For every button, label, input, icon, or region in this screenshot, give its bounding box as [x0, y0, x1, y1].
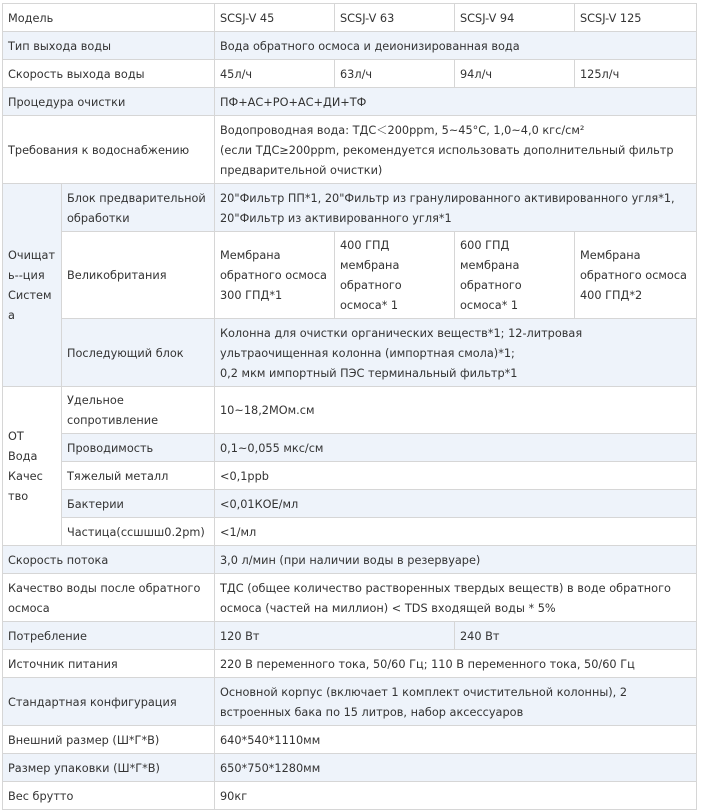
row-value: 3,0 л/мин (при наличии воды в резервуаре) — [215, 546, 697, 574]
post-line-1: Колонна для очистки органических веществ*1; 12-литровая ультраочищенная колонна (импортная смола)*1; — [220, 326, 583, 360]
row-value: <0,1ppb — [215, 462, 697, 490]
row-label: Источник питания — [3, 650, 215, 678]
model-cell: SCSJ-V 94 — [455, 4, 575, 32]
membrane-cell: Мембрана обратного осмоса 400 ГПД*2 — [575, 232, 697, 319]
table-row — [3, 60, 697, 88]
row-value: Основной корпус (включает 1 комплект очистительной колонны), 2 встроенных бака по 15 литров, набор аксессуаров — [215, 678, 697, 726]
table-row — [3, 434, 697, 462]
membrane-cell: 600 ГПД мембрана обратного осмоса* 1 — [455, 232, 575, 319]
table-row — [3, 546, 697, 574]
row-label: Тяжелый металл — [62, 462, 215, 490]
row-value: 0,1~0,055 мкс/см — [215, 434, 697, 462]
row-value: ПФ+АС+РО+АС+ДИ+ТФ — [215, 88, 697, 116]
table-row — [3, 490, 697, 518]
table-row — [3, 184, 697, 232]
row-value: 10~18,2МОм.см — [215, 387, 697, 434]
row-value: 90кг — [215, 782, 697, 810]
post-line-2: 0,2 мкм импортный ПЭС терминальный фильтр*1 — [220, 366, 518, 380]
speed-cell: 94л/ч — [455, 60, 575, 88]
row-value: ТДС (общее количество растворенных твердых веществ) в воде обратного осмоса (частей на миллион) < TDS входящей воды * 5% — [215, 574, 697, 622]
consumption-cell: 240 Вт — [455, 622, 697, 650]
row-label: Последующий блок — [62, 319, 215, 387]
speed-cell: 63л/ч — [335, 60, 455, 88]
row-value: 20"Фильтр ПП*1, 20"Фильтр из гранулированного активированного угля*1, 20"Фильтр из активированного угля*1 — [215, 184, 697, 232]
section-label-system: Очищать--ция Система — [3, 184, 62, 387]
row-label: Скорость потока — [3, 546, 215, 574]
row-value: 220 В переменного тока, 50/60 Гц; 110 В переменного тока, 50/60 Гц — [215, 650, 697, 678]
table-row — [3, 574, 697, 622]
spec-table — [2, 3, 697, 810]
speed-cell: 125л/ч — [575, 60, 697, 88]
table-row — [3, 387, 697, 434]
row-value: <0,01КОЕ/мл — [215, 490, 697, 518]
table-row — [3, 622, 697, 650]
section-label-quality: ОТ Вода Качество — [3, 387, 62, 546]
row-value — [215, 116, 697, 184]
table-row — [3, 32, 697, 60]
row-label: Тип выхода воды — [3, 32, 215, 60]
supply-line-2: (если ТДС≥200ppm, рекомендуется использовать дополнительный фильтр предварительной очистки) — [220, 143, 674, 177]
row-label: Модель — [3, 4, 215, 32]
table-row — [3, 319, 697, 387]
table-row — [3, 116, 697, 184]
consumption-cell: 120 Вт — [215, 622, 455, 650]
row-label: Удельное сопротивление — [62, 387, 215, 434]
model-cell: SCSJ-V 63 — [335, 4, 455, 32]
row-label: Проводимость — [62, 434, 215, 462]
row-value: <1/мл — [215, 518, 697, 546]
row-label: Вес брутто — [3, 782, 215, 810]
model-cell: SCSJ-V 125 — [575, 4, 697, 32]
row-label: Процедура очистки — [3, 88, 215, 116]
row-value — [215, 319, 697, 387]
row-label: Требования к водоснабжению — [3, 116, 215, 184]
row-value: Вода обратного осмоса и деионизированная вода — [215, 32, 697, 60]
row-label: Частица(ссшшш0.2pm) — [62, 518, 215, 546]
model-cell: SCSJ-V 45 — [215, 4, 335, 32]
row-label: Размер упаковки (Ш*Г*В) — [3, 754, 215, 782]
membrane-cell: Мембрана обратного осмоса 300 ГПД*1 — [215, 232, 335, 319]
membrane-cell: 400 ГПД мембрана обратного осмоса* 1 — [335, 232, 455, 319]
table-row — [3, 754, 697, 782]
table-row — [3, 650, 697, 678]
row-label: Потребление — [3, 622, 215, 650]
row-label: Стандартная конфигурация — [3, 678, 215, 726]
table-row — [3, 88, 697, 116]
row-value: 650*750*1280мм — [215, 754, 697, 782]
table-row — [3, 726, 697, 754]
table-row — [3, 4, 697, 32]
row-label: Бактерии — [62, 490, 215, 518]
row-value: 640*540*1110мм — [215, 726, 697, 754]
speed-cell: 45л/ч — [215, 60, 335, 88]
row-label: Скорость выхода воды — [3, 60, 215, 88]
table-row — [3, 462, 697, 490]
table-row — [3, 232, 697, 319]
row-label: Внешний размер (Ш*Г*В) — [3, 726, 215, 754]
row-label: Великобритания — [62, 232, 215, 319]
supply-line-1: Водопроводная вода: ТДС＜200ppm, 5~45°C, 1,0~4,0 кгс/см² — [220, 123, 585, 137]
table-row — [3, 518, 697, 546]
row-label: Качество воды после обратного осмоса — [3, 574, 215, 622]
row-label: Блок предварительной обработки — [62, 184, 215, 232]
table-row — [3, 678, 697, 726]
table-row — [3, 782, 697, 810]
